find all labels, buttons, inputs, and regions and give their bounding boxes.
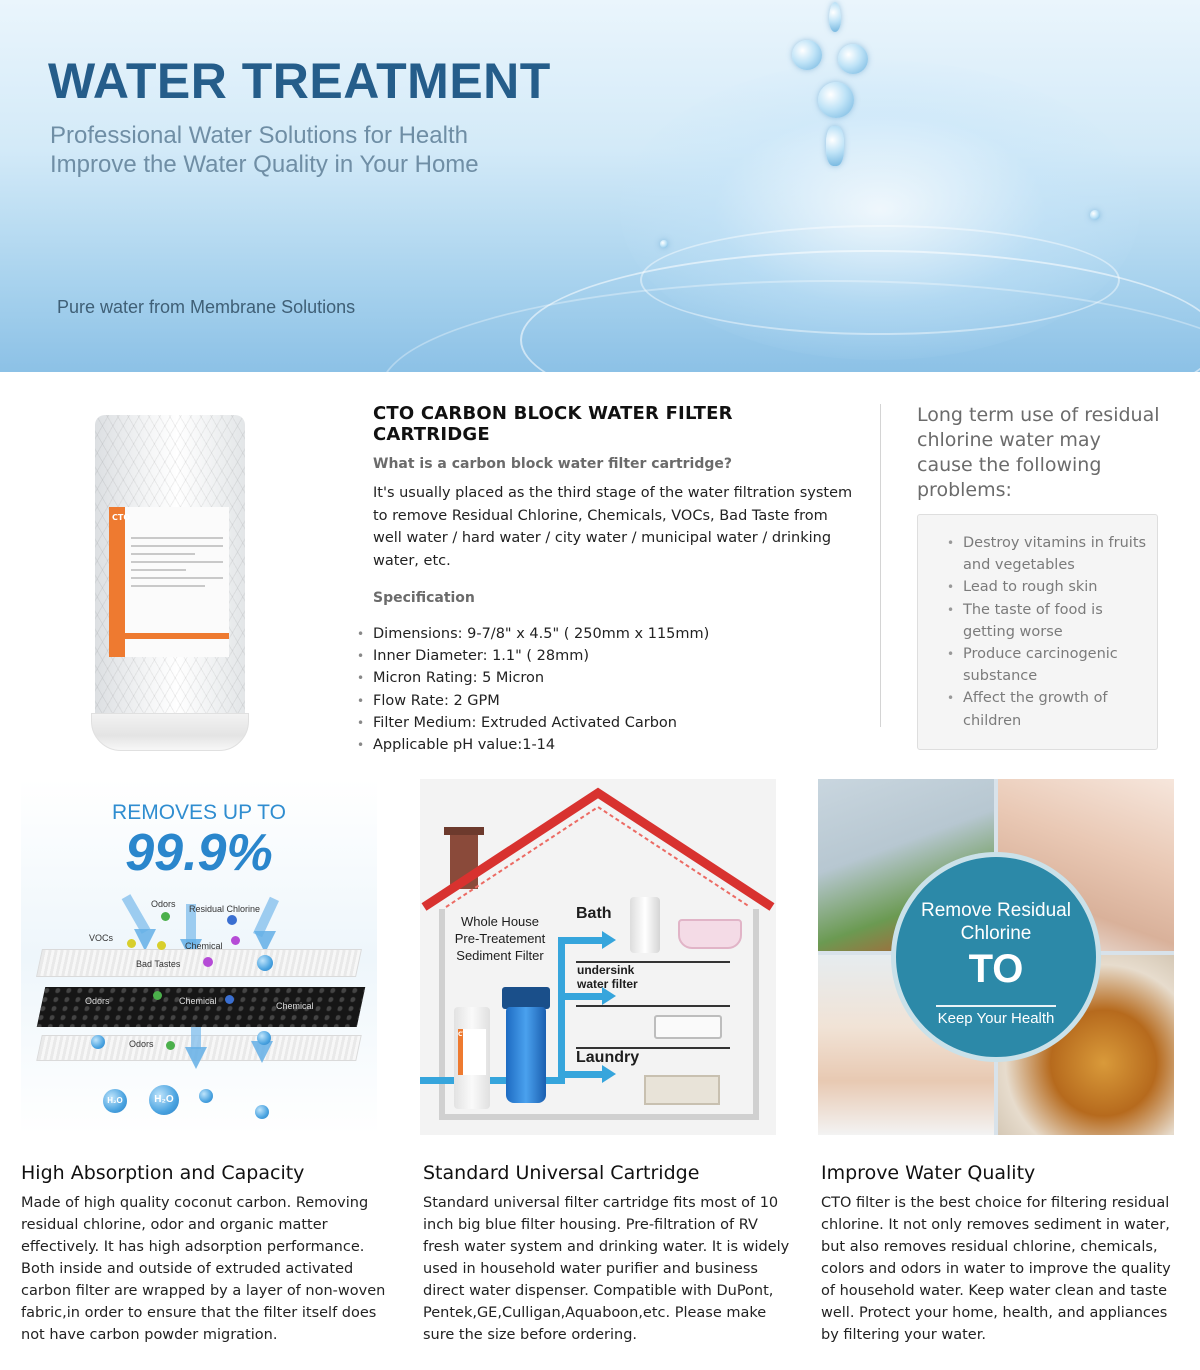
water-drop: [1090, 210, 1100, 220]
chemical-label: Chemical: [179, 996, 217, 1006]
spec-item: • Applicable pH value:1-14: [373, 734, 853, 756]
cartridge-brand-label: CTO: [112, 513, 131, 522]
water-drop: [792, 40, 822, 70]
water-drop: [818, 82, 854, 118]
water-pipe: [558, 993, 604, 1000]
chemical-label: Chemical: [276, 1001, 314, 1011]
badge-line3: Keep Your Health: [936, 1005, 1056, 1027]
down-arrow-icon: [134, 929, 156, 951]
cartridge-label: [109, 507, 229, 657]
house-plumbing-diagram: [420, 779, 776, 1135]
bad-tastes-label: Bad Tastes: [136, 959, 181, 969]
floor-line: [576, 961, 730, 963]
carbon-layer: [37, 987, 366, 1027]
whole-house-filter-label: Whole House Pre-Treatement Sediment Filter: [454, 914, 546, 963]
h2o-molecule-icon: [255, 1105, 269, 1119]
problem-item: • Lead to rough skin: [963, 576, 1147, 598]
water-pipe: [558, 1071, 604, 1078]
spec-item: • Flow Rate: 2 GPM: [373, 690, 853, 712]
h2o-molecule-icon: H₂O: [149, 1085, 179, 1115]
arrow-right-icon: [602, 987, 616, 1005]
problem-item: • Affect the growth of children: [963, 687, 1147, 731]
cartridge-body: [95, 415, 245, 720]
removes-up-to-label: REMOVES UP TO: [112, 801, 286, 824]
product-title: CTO CARBON BLOCK WATER FILTER CARTRIDGE: [373, 403, 733, 445]
spec-item: • Micron Rating: 5 Micron: [373, 667, 853, 689]
water-pipe: [558, 937, 604, 944]
problem-item: • Produce carcinogenic substance: [963, 643, 1147, 687]
product-description: It's usually placed as the third stage of the water filtration system to remove Residual Chlorine, Chemicals, VOCs, Bad Taste from well water / hard water / city water / municipal water / drinking water, etc.: [373, 485, 853, 569]
toilet-icon: [630, 897, 660, 953]
problems-heading: Long term use of residual chlorine water may cause the following problems:: [917, 404, 1160, 501]
product-question: What is a carbon block water filter cartridge?: [373, 456, 732, 472]
feature-universal: [423, 1162, 793, 1346]
specification-heading: Specification: [373, 590, 475, 606]
health-collage: [818, 779, 1174, 1135]
odors-label: Odors: [151, 899, 176, 909]
bathtub-icon: [678, 919, 742, 949]
water-ripple: [640, 225, 1120, 335]
laundry-cabinet-icon: [644, 1075, 720, 1105]
feature-title: High Absorption and Capacity: [21, 1162, 305, 1184]
h2o-molecule-icon: [257, 1031, 271, 1045]
spec-list: [373, 623, 853, 756]
absorption-illustration: [21, 779, 377, 1135]
hero-footer-tagline: Pure water from Membrane Solutions: [57, 297, 356, 317]
problem-item: • Destroy vitamins in fruits and vegetables: [963, 532, 1147, 576]
h2o-molecule-icon: [91, 1035, 105, 1049]
problems-list: [963, 532, 1147, 732]
water-drop: [826, 126, 844, 166]
residual-chlorine-label: Residual Chlorine: [189, 904, 261, 914]
water-pipe: [558, 937, 565, 1084]
product-spec-section: [373, 403, 853, 756]
product-image: [95, 415, 245, 755]
feature-absorption: [21, 1162, 391, 1346]
laundry-label: Laundry: [576, 1049, 640, 1066]
cartridge-end-cap: [91, 713, 249, 751]
hero-title: WATER TREATMENT: [48, 53, 551, 109]
chemical-label: Chemical: [185, 941, 223, 951]
badge-line1: Remove Residual Chlorine: [921, 900, 1071, 944]
spec-item: • Filter Medium: Extruded Activated Carbon: [373, 712, 853, 734]
vocs-label: VOCs: [89, 933, 114, 943]
spec-item: • Dimensions: 9-7/8" x 4.5" ( 250mm x 115mm): [373, 623, 853, 645]
h2o-molecule-icon: [257, 955, 273, 971]
floor-line: [576, 1047, 730, 1049]
odors-label: Odors: [85, 996, 110, 1006]
arrow-right-icon: [602, 1065, 616, 1083]
hero-subtitle-line1: Professional Water Solutions for Health: [50, 122, 468, 149]
feature-title: Standard Universal Cartridge: [423, 1162, 700, 1184]
hero-banner: [0, 0, 1200, 372]
feature-text: Made of high quality coconut carbon. Removing residual chlorine, odor and organic matter effectively. It has high adsorption performance. Both inside and outside of extruded activated carbon filter are wrapped by a layer of non-woven fabric,in order to ensure that the filter itself does not have carbon powder migration.: [21, 1195, 386, 1343]
water-drop: [660, 240, 668, 248]
floor-line: [576, 1005, 730, 1007]
vertical-divider: [880, 404, 881, 727]
bath-label: Bath: [576, 905, 612, 922]
feature-text: CTO filter is the best choice for filtering residual chlorine. It not only removes sediment in water, but also removes residual chlorine, chemicals, colors and odors in water to improve the quality of household water. Keep water clean and taste well. Protect your home, health, and appliances by filtering your water.: [821, 1195, 1171, 1343]
percentage-label: 99.9%: [125, 824, 273, 882]
h2o-molecule-icon: [199, 1089, 213, 1103]
problem-item: • The taste of food is getting worse: [963, 599, 1147, 643]
water-drop: [829, 2, 841, 32]
feature-title: Improve Water Quality: [821, 1162, 1036, 1184]
feature-quality: [821, 1162, 1186, 1346]
remove-chlorine-badge: [891, 852, 1101, 1062]
nonwoven-layer-top: [36, 949, 362, 977]
blue-filter-housing-icon: [502, 987, 550, 1105]
hero-subtitle-line2: Improve the Water Quality in Your Home: [50, 151, 479, 178]
water-drop: [838, 44, 868, 74]
badge-line2: TO: [968, 947, 1024, 991]
ro-system-icon: [654, 1015, 722, 1039]
cto-cartridge-icon: CTO: [454, 1007, 490, 1109]
odors-label: Odors: [129, 1039, 154, 1049]
problems-box: [917, 514, 1158, 750]
spec-item: • Inner Diameter: 1.1" ( 28mm): [373, 645, 853, 667]
arrow-right-icon: [602, 931, 616, 949]
undersink-filter-label: undersink water filter: [577, 963, 638, 991]
problems-section: [917, 403, 1162, 750]
down-arrow-icon: [185, 1047, 207, 1069]
feature-text: Standard universal filter cartridge fits most of 10 inch big blue filter housing. Pre-filtration of RV fresh water system and drinking water. It is widely used in household water purifier and business direct water dispenser. Compatible with DuPont, Pentek,GE,Culligan,Aquaboon,etc. Please make sure the size before ordering.: [423, 1195, 790, 1343]
h2o-molecule-icon: H₂O: [103, 1089, 127, 1113]
